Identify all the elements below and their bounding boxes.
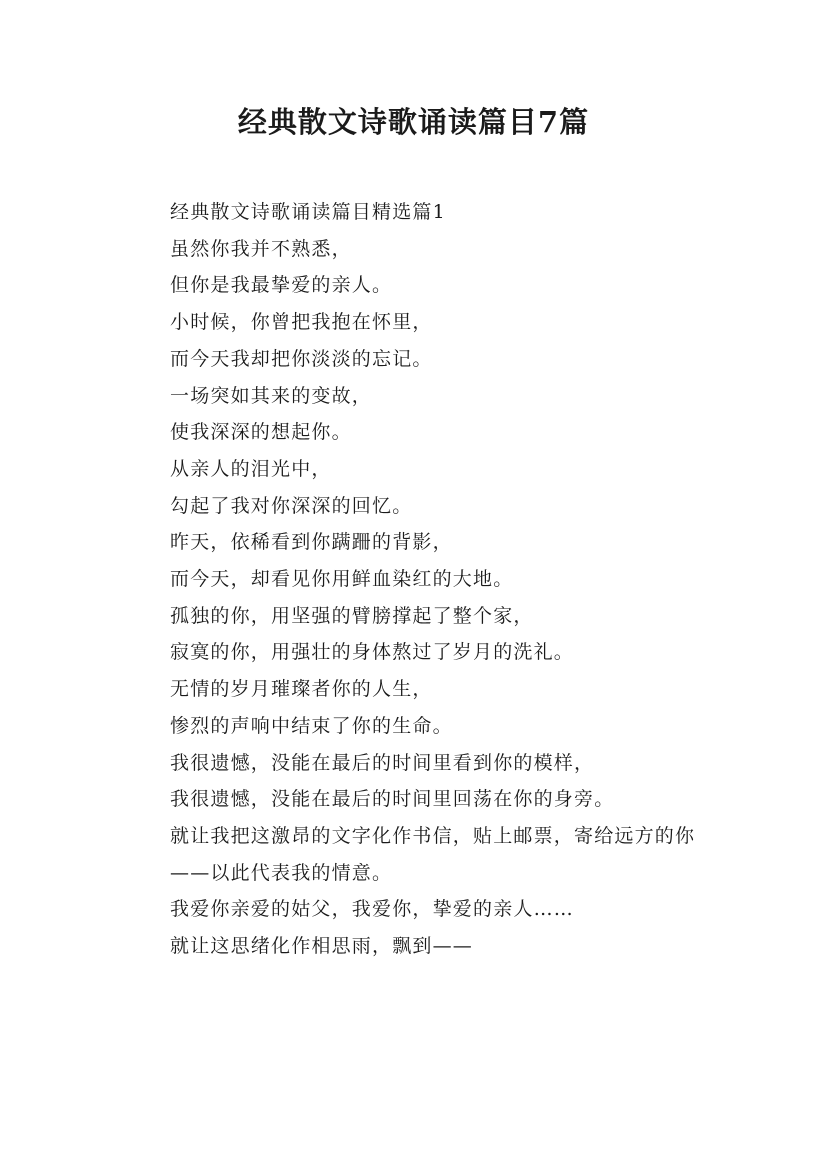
poem-line: 孤独的你，用坚强的臂膀撑起了整个家，: [170, 604, 534, 627]
section-heading: 经典散文诗歌诵读篇目精选篇1: [170, 201, 446, 223]
poem-line: 小时候，你曾把我抱在怀里，: [170, 311, 433, 334]
poem-line: 我爱你亲爱的姑父，我爱你，挚爱的亲人……: [170, 898, 575, 921]
poem-line: 我很遗憾，没能在最后的时间里回荡在你的身旁。: [170, 788, 615, 811]
document-body: [128, 194, 712, 965]
poem-line: 虽然你我并不熟悉，: [170, 237, 352, 260]
poem-line: 而今天我却把你淡淡的忘记。: [170, 347, 433, 370]
document-title: 经典散文诗歌诵读篇目7篇: [237, 105, 590, 139]
poem-line: 惨烈的声响中结束了你的生命。: [170, 714, 453, 737]
poem-line: 就让这思绪化作相思雨，飘到——: [170, 935, 474, 958]
poem-line: 勾起了我对你深深的回忆。: [170, 494, 413, 517]
poem-line: 使我深深的想起你。: [170, 421, 352, 444]
poem-line: 一场突如其来的变故，: [170, 384, 373, 407]
poem-line: 但你是我最挚爱的亲人。: [170, 274, 393, 297]
poem-line: 就让我把这激昂的文字化作书信，贴上邮票，寄给远方的你: [170, 824, 696, 847]
poem-line: 从亲人的泪光中，: [170, 457, 332, 480]
poem-line: 昨天，依稀看到你蹒跚的背影，: [170, 531, 453, 554]
poem-line: 我很遗憾，没能在最后的时间里看到你的模样，: [170, 751, 595, 774]
poem-line: 寂寞的你，用强壮的身体熬过了岁月的洗礼。: [170, 641, 575, 664]
poem-line: 而今天，却看见你用鲜血染红的大地。: [170, 568, 514, 591]
poem-line: 无情的岁月璀璨者你的人生，: [170, 678, 433, 701]
poem-line: ——以此代表我的情意。: [170, 861, 393, 884]
